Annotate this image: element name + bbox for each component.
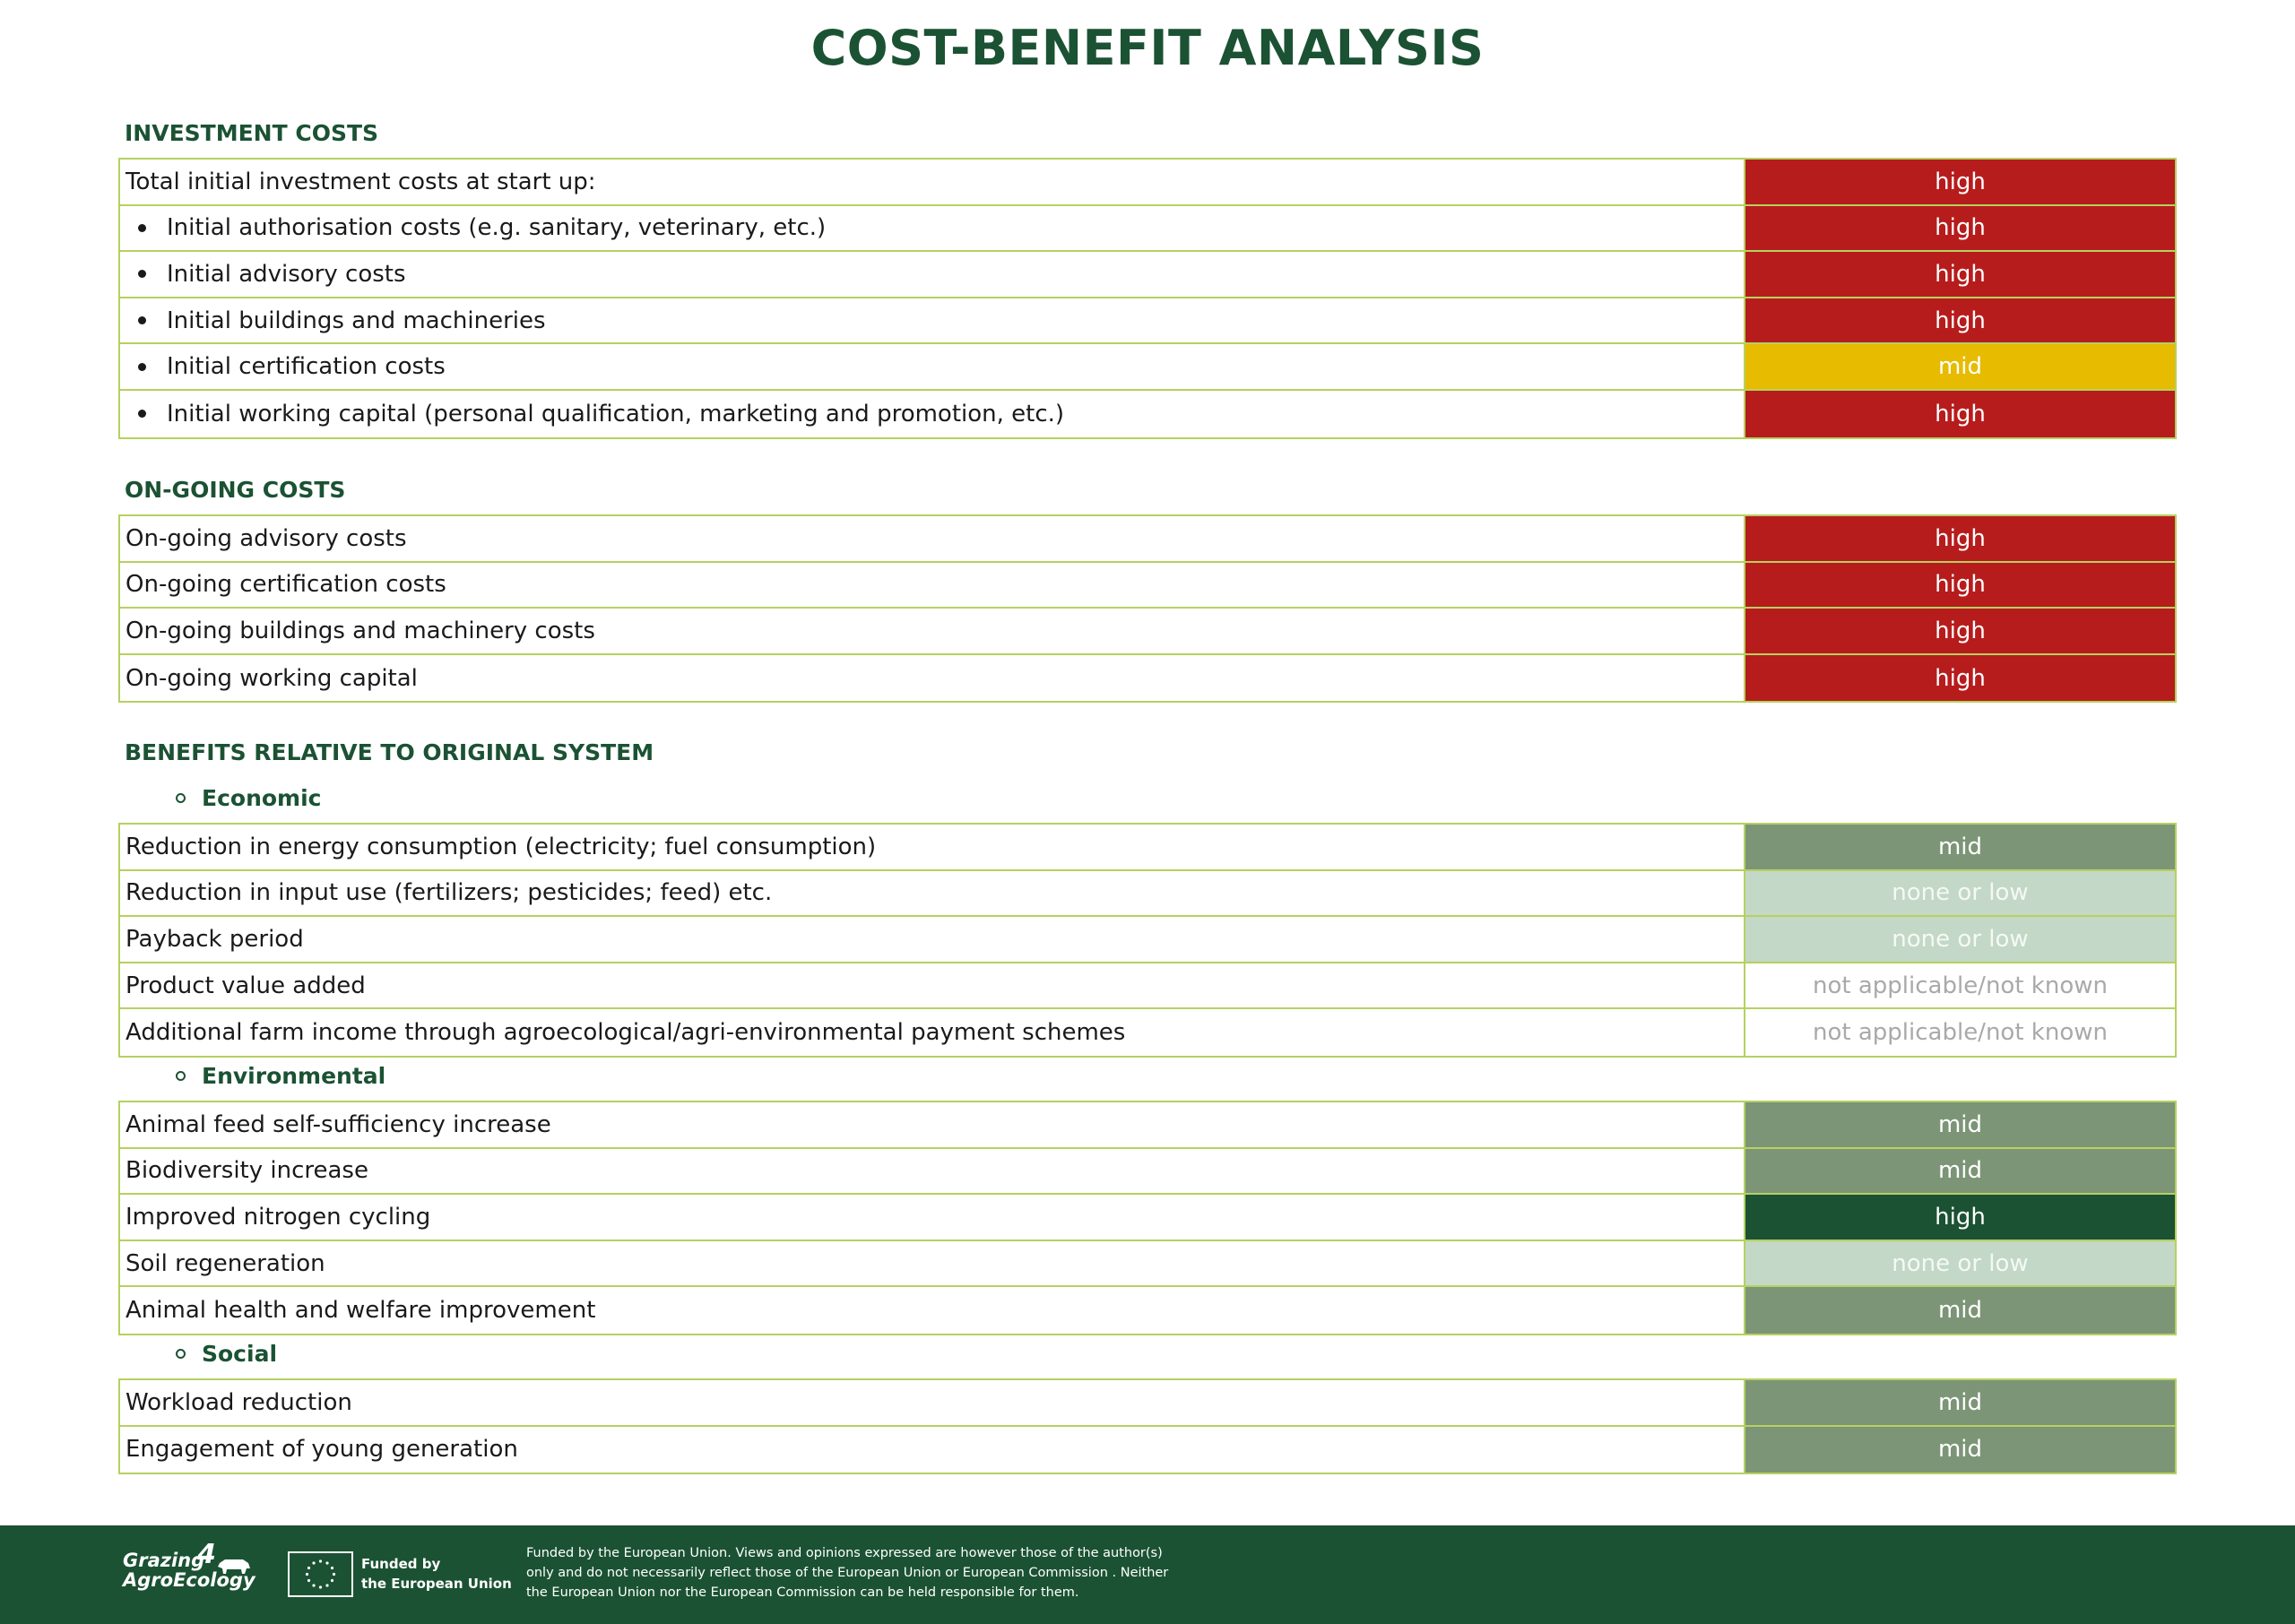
table-row [120,252,2175,298]
row-label: Initial buildings and machineries [167,307,546,334]
row-label: Payback period [120,917,1745,962]
table-row [120,609,2175,655]
row-label: On-going working capital [120,655,1745,702]
row-label: Soil regeneration [120,1241,1745,1286]
investment-costs-table [118,158,2177,439]
table-row [120,206,2175,253]
rating-badge: mid [1745,825,2175,869]
funded-by-eu-label: Funded by the European Union [361,1556,512,1592]
page-title: COST-BENEFIT ANALYSIS [810,20,1485,76]
table-row [120,1427,2175,1473]
row-label: Initial authorisation costs (e.g. sanitary, veterinary, etc.) [167,214,827,242]
table-row [120,160,2175,206]
rating-badge: high [1745,391,2175,437]
rating-badge: not applicable/not known [1745,963,2175,1008]
environmental-benefits-table [118,1101,2177,1335]
row-label: On-going buildings and machinery costs [120,609,1745,653]
table-row [120,563,2175,609]
bullet-icon [138,410,146,418]
rating-badge: high [1745,1195,2175,1240]
row-label: Reduction in energy consumption (electricity; fuel consumption) [120,825,1745,869]
table-row [120,655,2175,702]
ongoing-costs-heading: ON-GOING COSTS [125,477,346,503]
investment-costs-heading: INVESTMENT COSTS [125,120,379,146]
economic-heading: Economic [202,785,322,811]
rating-badge: high [1745,609,2175,653]
rating-badge: high [1745,655,2175,702]
circle-bullet-icon [176,1349,186,1359]
benefits-heading: BENEFITS RELATIVE TO ORIGINAL SYSTEM [125,739,654,765]
bullet-icon [138,363,146,371]
social-heading: Social [202,1341,278,1367]
table-row [120,344,2175,391]
table-row [120,871,2175,918]
rating-badge: none or low [1745,1241,2175,1286]
row-label: Initial certification costs [167,353,446,381]
row-label: Additional farm income through agroecological/agri-environmental payment schemes [120,1009,1745,1056]
row-label: Animal feed self-sufficiency increase [120,1102,1745,1147]
rating-badge: high [1745,252,2175,297]
table-row [120,391,2175,437]
eu-disclaimer: Funded by the European Union. Views and opinions expressed are however those of the author(s) only and do not necessarily reflect those of the European Union or European Commission . Neither the European Union nor the European Commission can be held responsible for them. [526,1546,1169,1600]
table-row [120,1009,2175,1056]
table-row [120,917,2175,963]
table-row [120,1102,2175,1149]
row-label: Biodiversity increase [120,1149,1745,1194]
cow-icon [216,1556,252,1577]
rating-badge: none or low [1745,917,2175,962]
table-row [120,1241,2175,1288]
social-benefits-table [118,1378,2177,1474]
table-row [120,516,2175,563]
circle-bullet-icon [176,793,186,803]
rating-badge: mid [1745,1102,2175,1147]
table-row [120,298,2175,345]
table-row [120,825,2175,871]
rating-badge: not applicable/not known [1745,1009,2175,1056]
rating-badge: mid [1745,1149,2175,1194]
row-label: On-going certification costs [120,563,1745,608]
table-row [120,1195,2175,1241]
rating-badge: high [1745,563,2175,608]
table-row [120,1149,2175,1196]
row-label: Initial working capital (personal qualification, marketing and promotion, etc.) [167,400,1065,428]
row-label: Product value added [120,963,1745,1008]
rating-badge: high [1745,160,2175,204]
row-label: Total initial investment costs at start up: [120,160,1745,204]
row-label: Improved nitrogen cycling [120,1195,1745,1240]
row-label: Animal health and welfare improvement [120,1287,1745,1334]
bullet-icon [138,270,146,278]
rating-badge: none or low [1745,871,2175,916]
row-label: Workload reduction [120,1380,1745,1425]
rating-badge: high [1745,206,2175,251]
ongoing-costs-table [118,514,2177,703]
rating-badge: mid [1745,344,2175,389]
bullet-icon [138,316,146,324]
circle-bullet-icon [176,1071,186,1081]
table-row [120,1380,2175,1427]
row-label: On-going advisory costs [120,516,1745,561]
environmental-heading: Environmental [202,1063,386,1089]
row-label: Initial advisory costs [167,260,406,288]
rating-badge: mid [1745,1380,2175,1425]
economic-benefits-table [118,823,2177,1058]
grazing-agroecology-logo: Grazing AgroEcology 4 [123,1539,255,1591]
bullet-icon [138,224,146,232]
table-row [120,963,2175,1010]
row-label: Reduction in input use (fertilizers; pesticides; feed) etc. [120,871,1745,916]
table-row [120,1287,2175,1334]
rating-badge: mid [1745,1427,2175,1473]
rating-badge: high [1745,516,2175,561]
footer [0,1525,2295,1624]
row-label: Engagement of young generation [120,1427,1745,1473]
eu-flag-icon [288,1551,353,1597]
rating-badge: high [1745,298,2175,343]
rating-badge: mid [1745,1287,2175,1334]
